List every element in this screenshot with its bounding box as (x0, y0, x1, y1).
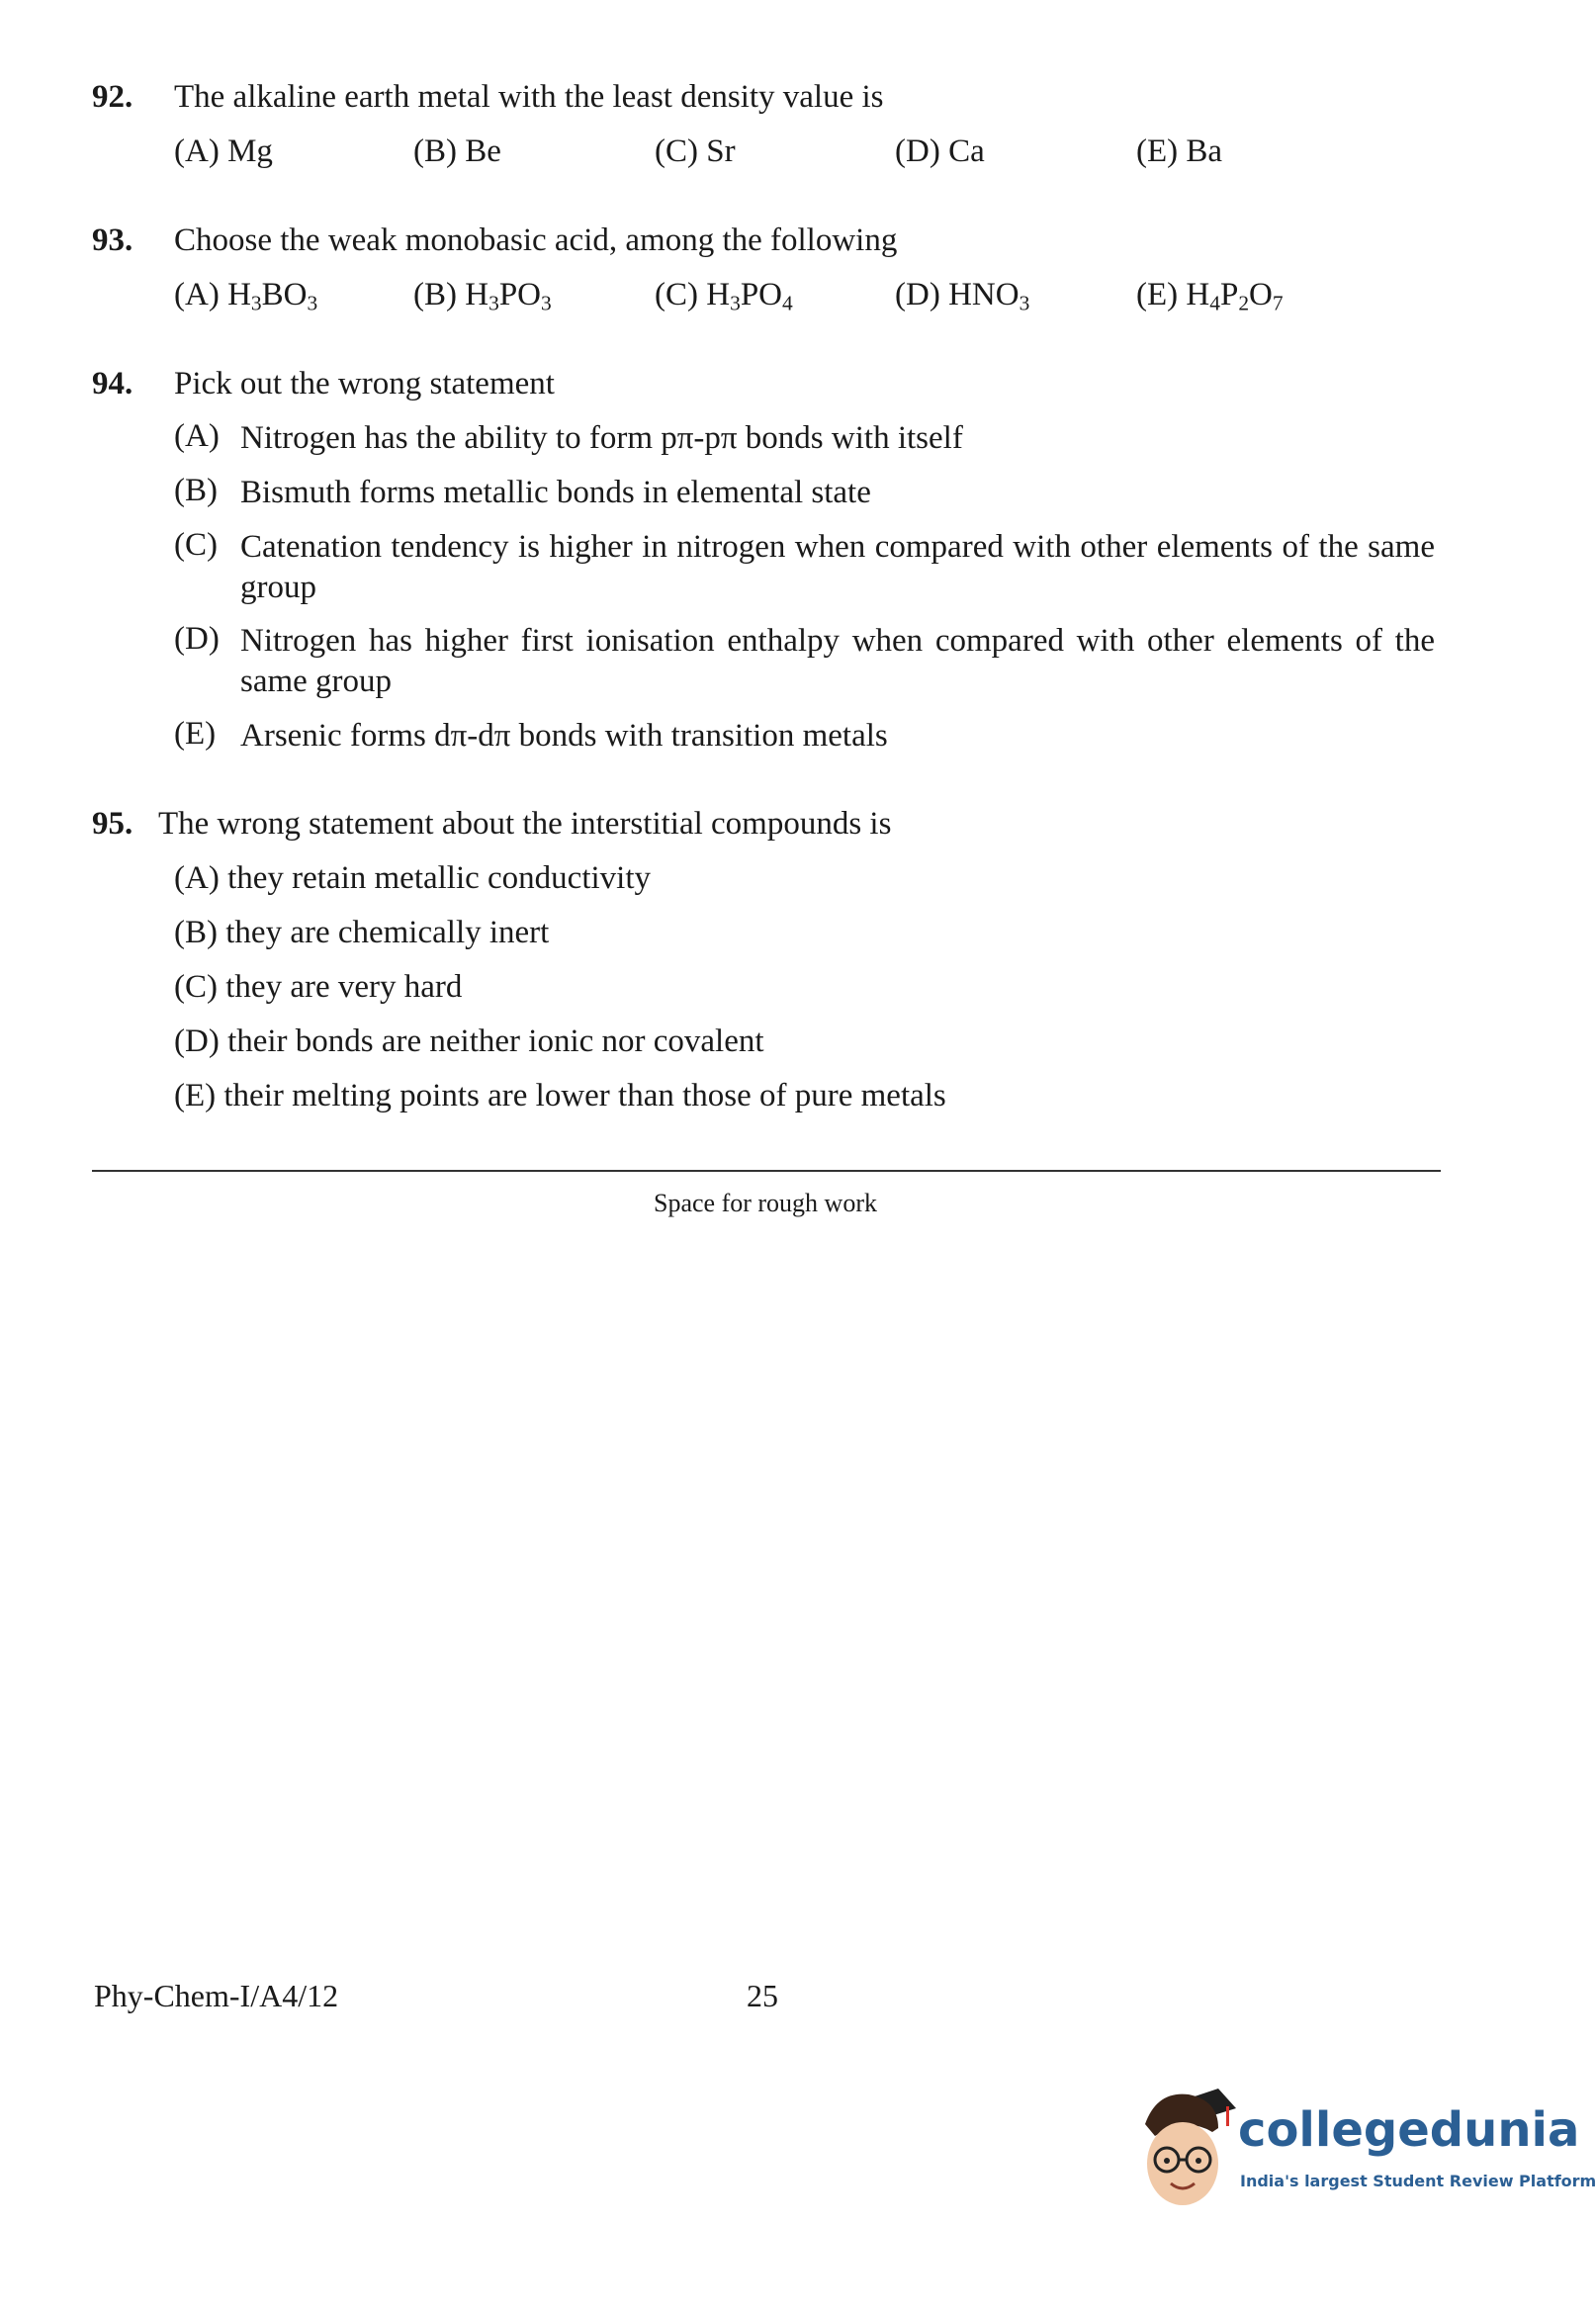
rough-work-label: Space for rough work (654, 1189, 877, 1217)
option-c: (C) they are very hard (174, 969, 463, 1005)
option-a: (A) Nitrogen has the ability to form pπ-pπ bonds with itself (174, 418, 963, 456)
option-b: (B) Bismuth forms metallic bonds in elemental state (174, 473, 871, 510)
option-e: (E) Ba (1136, 134, 1223, 169)
chem-formula: $H_4P_2O_7$ (1186, 277, 1284, 315)
chem-formula: $H_3BO_3$ (227, 277, 318, 315)
collegedunia-watermark (1127, 2077, 1596, 2215)
chem-formula: $H_3PO_3$ (465, 277, 552, 315)
brand-tagline: India's largest Student Review Platform (1240, 2172, 1596, 2190)
question-number: 92. (92, 79, 133, 115)
question-text: The alkaline earth metal with the least density value is (174, 79, 884, 115)
option-d: (D) Ca (895, 134, 985, 169)
option-e: (E) $H_4P_2O_7$ (1136, 277, 1284, 315)
option-a: (A) $H_3BO_3$ (174, 277, 318, 315)
mascot-icon (1127, 2077, 1236, 2215)
chem-formula: $H_3PO_4$ (706, 277, 793, 315)
option-c: (C) Sr (655, 134, 736, 169)
option-a: (A) they retain metallic conductivity (174, 860, 651, 896)
option-a: (A) Mg (174, 134, 273, 169)
option-e: (E) their melting points are lower than those of pure metals (174, 1078, 946, 1113)
option-b: (B) they are chemically inert (174, 915, 550, 950)
question-text: The wrong statement about the interstitial compounds is (158, 806, 892, 842)
option-b: (B) $H_3PO_3$ (413, 277, 552, 315)
option-d: (D) Nitrogen has higher first ionisation enthalpy when compared with other elements of the same group (174, 621, 1435, 699)
option-c: (C) $H_3PO_4$ (655, 277, 793, 315)
rough-work-divider (92, 1170, 1441, 1172)
option-c: (C) Catenation tendency is higher in nitrogen when compared with other elements of the same group (174, 527, 1435, 605)
option-d: (D) their bonds are neither ionic nor covalent (174, 1024, 764, 1059)
brand-name: collegedunia (1238, 2102, 1580, 2158)
question-text: Pick out the wrong statement (174, 366, 555, 401)
option-d: (D) $HNO_3$ (895, 277, 1030, 315)
option-b: (B) Be (413, 134, 501, 169)
option-e: (E) Arsenic forms dπ-dπ bonds with transition metals (174, 716, 888, 754)
question-number: 93. (92, 222, 133, 258)
question-text: Choose the weak monobasic acid, among the following (174, 222, 898, 258)
question-number: 94. (92, 366, 133, 401)
chem-formula: $HNO_3$ (948, 277, 1030, 315)
question-number: 95. (92, 806, 133, 842)
page-number: 25 (747, 1978, 778, 2013)
paper-code: Phy-Chem-I/A4/12 (94, 1978, 339, 2013)
